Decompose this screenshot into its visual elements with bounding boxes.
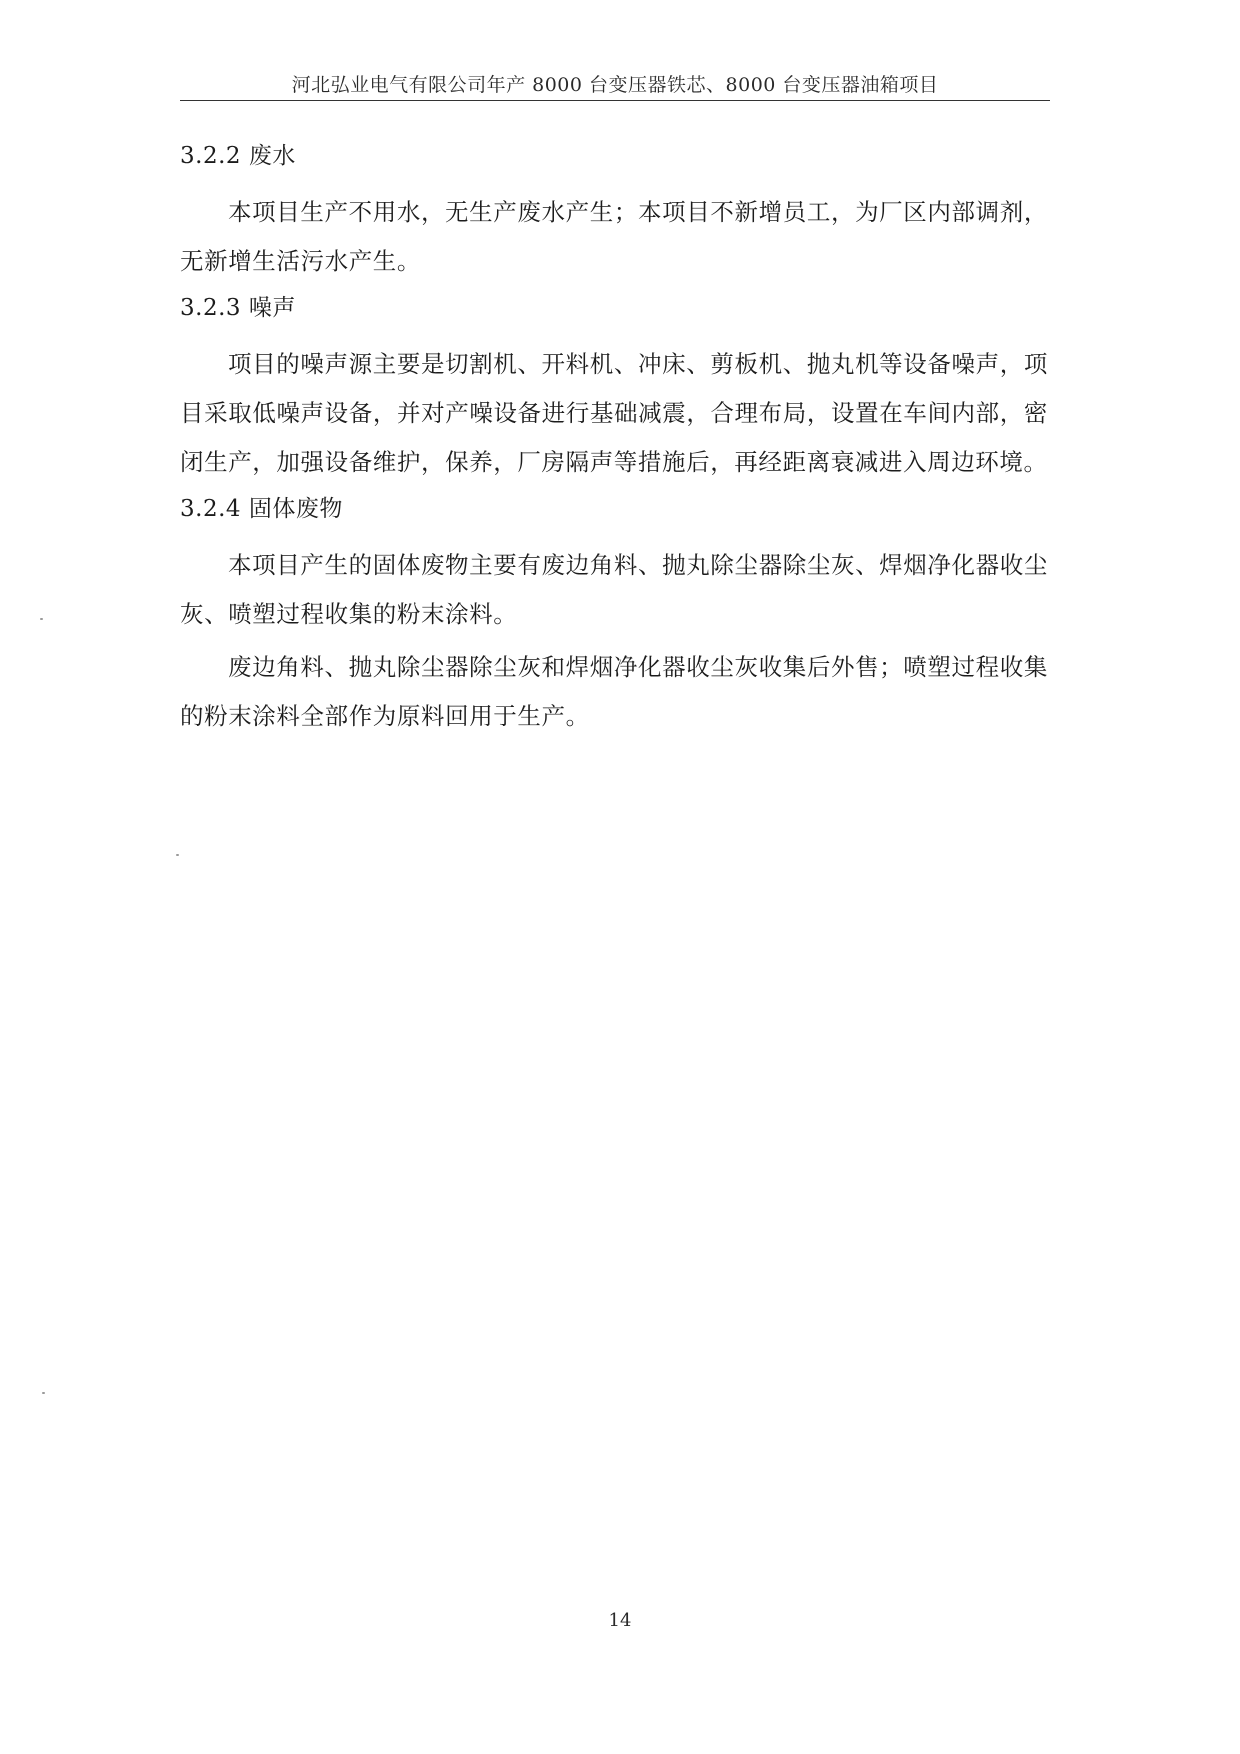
section-heading-wastewater: 3.2.2 废水 (180, 143, 296, 169)
paragraph-solid-waste-1: 本项目产生的固体废物主要有废边角料、抛丸除尘器除尘灰、焊烟净化器收尘灰、喷塑过程收集的粉末涂料。 (180, 551, 1048, 628)
page-number: 14 (608, 1610, 632, 1631)
header-rule (180, 100, 1050, 101)
paragraph-noise: 项目的噪声源主要是切割机、开料机、冲床、剪板机、抛丸机等设备噪声，项目采取低噪声设备，并对产噪设备进行基础减震，合理布局，设置在车间内部，密闭生产，加强设备维护，保养，厂房隔声等措施后，再经距离衰减进入周边环境。 (180, 350, 1048, 476)
running-header: 河北弘业电气有限公司年产 8000 台变压器铁芯、8000 台变压器油箱项目 (291, 74, 939, 96)
section-heading-solid-waste: 3.2.4 固体废物 (180, 496, 343, 522)
scan-speck (40, 618, 43, 620)
paragraph-wastewater: 本项目生产不用水，无生产废水产生；本项目不新增员工，为厂区内部调剂，无新增生活污水产生。 (180, 198, 1048, 275)
paragraph-solid-waste-2: 废边角料、抛丸除尘器除尘灰和焊烟净化器收尘灰收集后外售；喷塑过程收集的粉末涂料全部作为原料回用于生产。 (180, 653, 1048, 730)
scan-speck (42, 1392, 45, 1394)
section-heading-noise: 3.2.3 噪声 (180, 295, 296, 321)
document-body (180, 138, 1048, 745)
scan-speck (176, 854, 179, 856)
